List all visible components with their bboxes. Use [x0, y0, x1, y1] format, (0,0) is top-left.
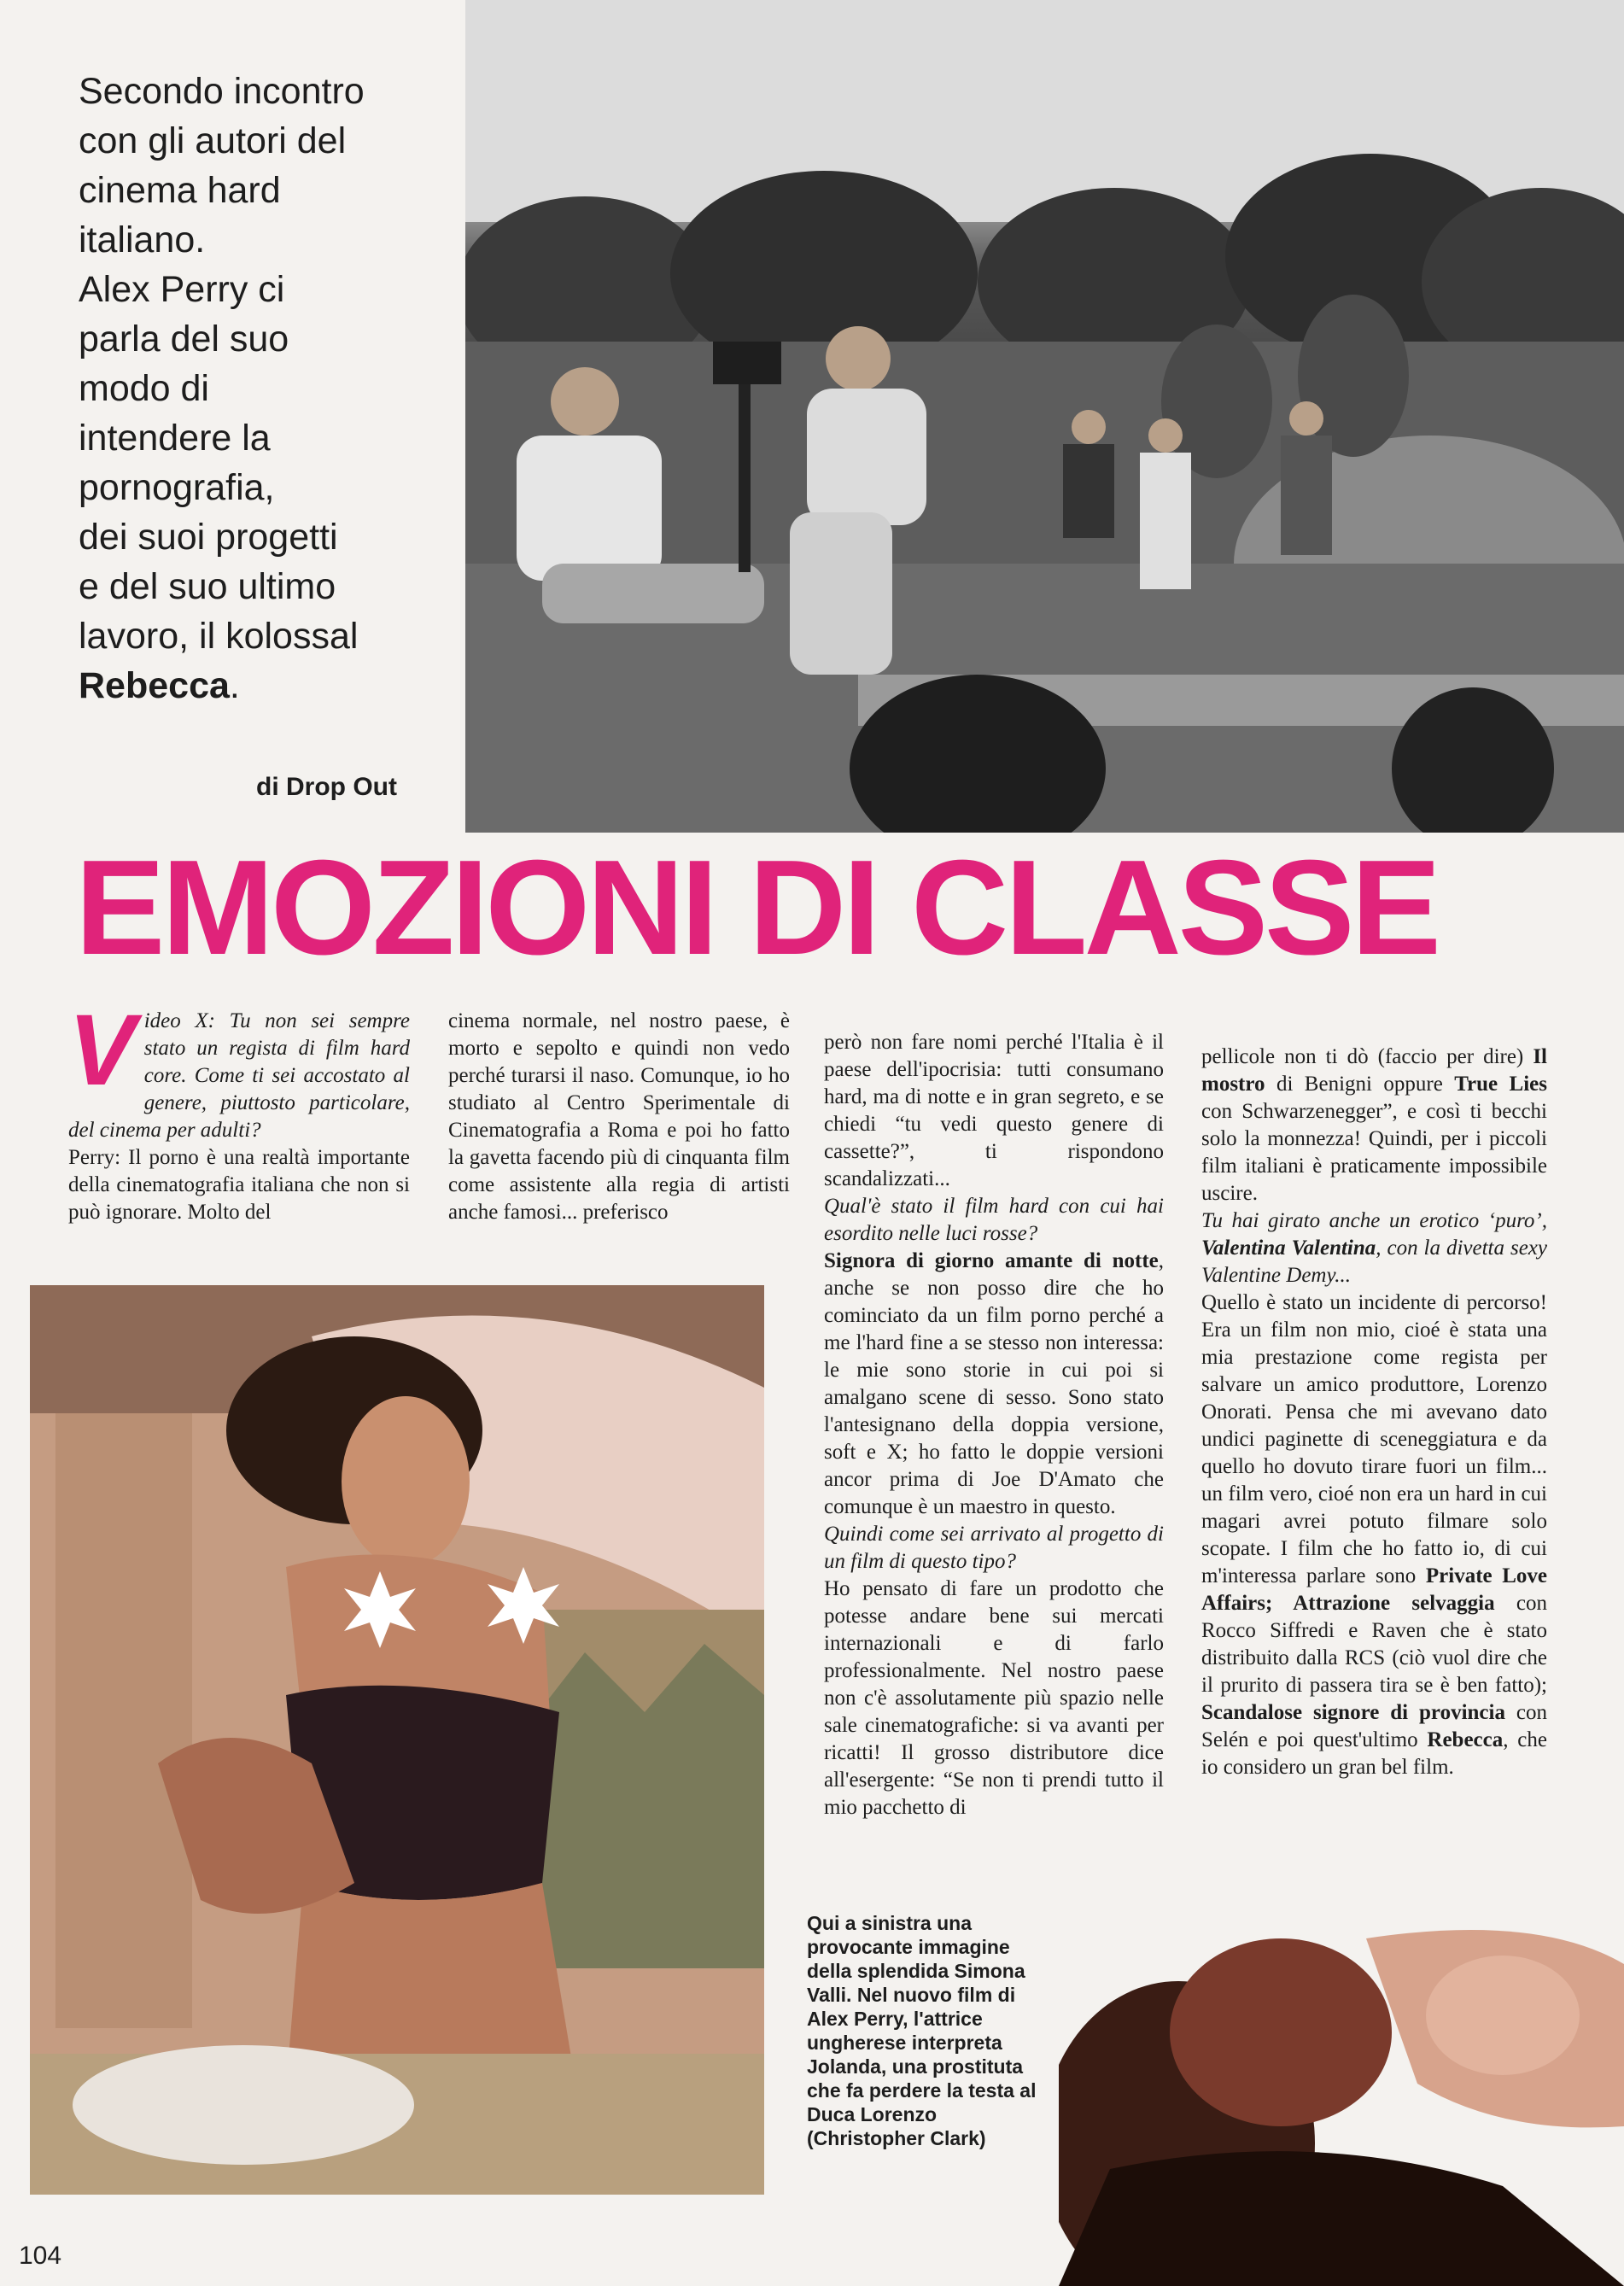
question: , con la divetta sexy Valentine Demy... — [1201, 1237, 1547, 1287]
photo-caption: Qui a sinistra una provocante immagine della splendida Simona Valli. Nel nuovo film di Alex Perry, l'attrice ungherese interpreta Jolanda, una prostituta che fa perdere la testa al Duca Lorenzo (Christopher Clark) — [807, 1912, 1037, 2149]
intro-line: modo di — [79, 368, 209, 409]
paragraph: , anche se non posso dire che ho cominciato da un film porno perché a me l'hard fine a se stesso non interessa: le mie sono storie in cui poi si amalgano scene di sesso. Sono stato l'antesignano della doppia versione, soft e X; ho fatto le doppie versioni ancor prima di Joe D'Amato che comunque è un maestro in questo. — [824, 1249, 1164, 1518]
paragraph: Ho pensato di fare un prodotto che potesse andare bene sui mercati internazionali e di farlo professionalmente. Nel nostro paese non c'è assolutamente più spazio nelle sale cinematografiche: si va avanti per ricatti! Il grosso distributore dice all'esergente: “Se non ti prendi tutto il mio pacchetto di — [824, 1577, 1164, 1819]
intro-line: cinema hard — [79, 170, 281, 211]
paragraph: Quello è stato un incidente di percorso! Era un film non mio, cioé è stata una mia prestazione come regista per salvare un amico produttore, Lorenzo Onorati. Pensa che mi avevano dato undici paginette di sceneggiatura e da quello ho dovuto tirare fuori un film... un film vero, cioé non era un hard in cui magari avrei potuto filmare solo scopate. I film che ho fatto io, di cui m'interessa parlare sono — [1201, 1291, 1547, 1587]
question: Qual'è stato il film hard con cui hai esordito nelle luci rosse? — [824, 1195, 1164, 1245]
film-title: Scandalose signore di provincia — [1201, 1701, 1505, 1724]
question: Tu hai girato anche un erotico ‘puro’, — [1201, 1209, 1547, 1232]
paragraph: , che io considero un gran bel film. — [1201, 1728, 1547, 1779]
film-title: Signora di giorno amante di notte — [824, 1249, 1159, 1272]
film-set-photo — [465, 0, 1624, 833]
article-column-3 — [824, 1029, 1164, 1821]
couple-photo — [1059, 1913, 1624, 2286]
film-title: Rebecca — [1427, 1728, 1504, 1751]
film-title: Il mostro — [1201, 1045, 1548, 1096]
intro-text — [79, 67, 454, 710]
article-column-2 — [448, 1008, 790, 1226]
intro-line: dei suoi progetti — [79, 517, 338, 558]
intro-line: e del suo ultimo — [79, 566, 336, 607]
paragraph: di Benigni oppure — [1276, 1073, 1443, 1096]
intro-highlight: Rebecca — [79, 665, 230, 706]
couple-photo-art — [1059, 1913, 1624, 2286]
question: ideo X: Tu non sei sempre stato un regista di film hard core. Come ti sei accostato al genere, piuttosto particolare, del cinema per adulti? — [68, 1009, 410, 1142]
answer: Perry: Il porno è una realtà importante della cinematografia italiana che non si può ignorare. Molto del — [68, 1146, 410, 1224]
paragraph: con Schwarzenegger”, e così ti becchi solo la monnezza! Quindi, per i piccoli film italiani è praticamente impossibile uscire. — [1201, 1100, 1547, 1205]
question: Quindi come sei arrivato al progetto di un film di questo tipo? — [824, 1523, 1164, 1573]
intro-line: italiano. — [79, 219, 206, 260]
intro-line: pornografia, — [79, 467, 275, 508]
actress-photo — [30, 1285, 764, 2195]
article-column-4 — [1201, 1044, 1547, 1781]
drop-cap: V — [68, 994, 136, 1107]
intro-line: Secondo incontro — [79, 71, 365, 112]
film-title: True Lies — [1454, 1073, 1548, 1096]
byline: di Drop Out — [256, 773, 397, 801]
intro-line: Alex Perry ci — [79, 269, 285, 310]
film-title: Valentina Valentina — [1201, 1237, 1376, 1260]
page-number: 104 — [19, 2242, 62, 2270]
paragraph: però non fare nomi perché l'Italia è il paese dell'ipocrisia: tutti consumano hard, ma di notte e in gran segreto, e se chiedi “tu vedi questo genere di cassette?”, ti rispondono scandalizzati... — [824, 1031, 1164, 1190]
paragraph: con Rocco Siffredi e Raven che è stato distribuito dalla RCS (ciò vuol dire che il prurito di passera tira se è ben fatto); — [1201, 1592, 1548, 1697]
intro-line: intendere la — [79, 418, 271, 459]
intro-line: con gli autori del — [79, 120, 347, 161]
intro-line: lavoro, il kolossal — [79, 616, 359, 657]
film-set-photo-art — [465, 0, 1624, 833]
paragraph: pellicole non ti dò (faccio per dire) — [1201, 1045, 1524, 1068]
paragraph: con Selén e poi quest'ultimo — [1201, 1701, 1548, 1751]
film-title: Private Love Affairs; Attrazione selvaggia — [1201, 1564, 1548, 1615]
intro-end: . — [229, 665, 240, 706]
headline: EMOZIONI DI CLASSE — [75, 833, 1438, 983]
paragraph: cinema normale, nel nostro paese, è morto e sepolto e quindi non vedo perché turarsi il naso. Comunque, io ho studiato al Centro Sperimentale di Cinematografia a Roma e poi ho fatto la gavetta facendo più di cinquanta film come assistente alla regia di artisti anche famosi... preferisco — [448, 1009, 790, 1224]
actress-photo-art — [30, 1285, 764, 2195]
intro-line: parla del suo — [79, 319, 289, 360]
intro-line-last — [79, 661, 454, 710]
article-column-1 — [68, 994, 410, 1226]
